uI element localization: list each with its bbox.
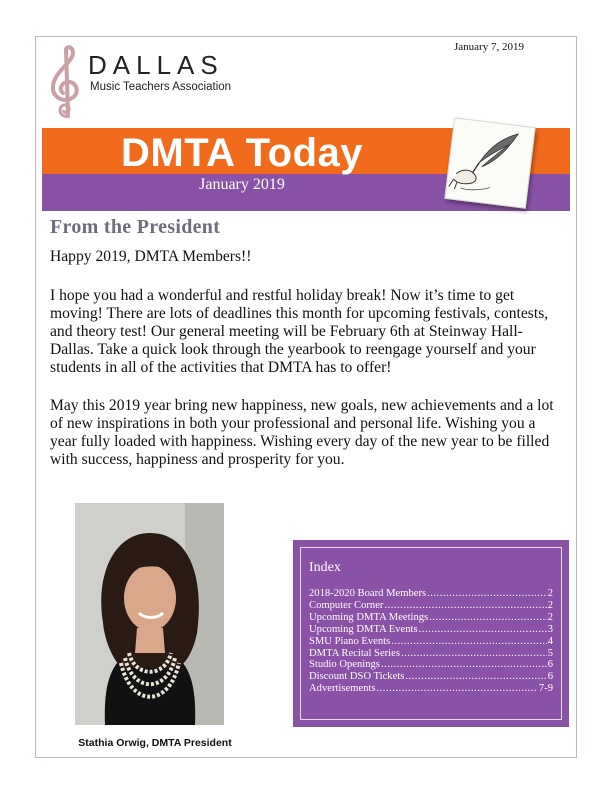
- index-inner-border: [300, 547, 562, 720]
- index-item-label: Upcoming DMTA Meetings: [309, 611, 429, 623]
- index-leader: [427, 588, 547, 600]
- index-leader: [419, 624, 547, 636]
- greeting: Happy 2019, DMTA Members!!: [50, 248, 252, 265]
- index-item-page: 6: [547, 659, 553, 671]
- index-item-page: 2: [547, 611, 553, 623]
- index-item: [309, 648, 553, 660]
- index-item-page: 5: [547, 647, 553, 659]
- index-item-label: DMTA Recital Series: [309, 647, 400, 659]
- issue-date: January 7, 2019: [454, 41, 524, 53]
- index-item-page: 2: [547, 588, 553, 599]
- index-item: [309, 612, 553, 624]
- index-list: [309, 588, 553, 695]
- article-paragraph-2: May this 2019 year bring new happiness, new goals, new achievements and a lot of new inspirations in both your professional and personal life. Wishing you a year fully loaded with happiness. Wishing every day of the new year to be filled with success, happiness and prosperity for you.: [50, 397, 554, 468]
- newsletter-issue: January 2019: [199, 176, 285, 193]
- index-item-label: SMU Piano Events: [309, 635, 391, 647]
- index-leader: [381, 659, 547, 671]
- index-item-label: Discount DSO Tickets: [309, 671, 405, 683]
- index-item-label: Studio Openings: [309, 659, 380, 671]
- photo-caption: Stathia Orwig, DMTA President: [78, 737, 232, 749]
- section-heading: From the President: [50, 216, 221, 238]
- index-item: [309, 600, 553, 612]
- index-item-label: Computer Corner: [309, 599, 384, 611]
- quill-hand-icon: [444, 117, 535, 208]
- index-item-page: 4: [547, 635, 553, 647]
- index-item: [309, 588, 553, 600]
- newsletter-title: DMTA Today: [120, 131, 363, 175]
- president-photo: [75, 503, 224, 725]
- dmta-logo: [46, 44, 246, 120]
- index-leader: [377, 683, 538, 695]
- index-item-page: 6: [547, 671, 553, 683]
- index-leader: [401, 648, 547, 660]
- index-leader: [405, 671, 546, 683]
- index-leader: [391, 636, 546, 648]
- index-item-page: 7-9: [538, 683, 553, 695]
- index-item-label: Upcoming DMTA Events: [309, 623, 418, 635]
- index-item: [309, 671, 553, 683]
- index-item: [309, 683, 553, 695]
- index-item-page: 3: [547, 623, 553, 635]
- index-leader: [384, 600, 546, 612]
- treble-clef-icon: [46, 44, 90, 120]
- logo-wordmark: DALLAS: [88, 50, 224, 80]
- index-item: [309, 659, 553, 671]
- article-paragraph-1: I hope you had a wonderful and restful holiday break! Now it’s time to get moving! There are lots of deadlines this month for upcoming festivals, contests, and theory test! Our general meeting will be February 6th at Steinway Hall-Dallas. Take a quick look through the yearbook to reengage yourself and your students in all of the activities that DMTA has to offer!: [50, 287, 549, 376]
- index-item-label: Advertisements: [309, 683, 376, 695]
- logo-subtitle: Music Teachers Association: [90, 81, 232, 93]
- index-leader: [429, 612, 546, 624]
- index-box: [293, 540, 569, 727]
- index-title: Index: [309, 560, 341, 575]
- index-item-page: 2: [547, 599, 553, 611]
- index-item: [309, 636, 553, 648]
- index-item-label: 2018-2020 Board Members: [309, 588, 427, 599]
- index-item: [309, 624, 553, 636]
